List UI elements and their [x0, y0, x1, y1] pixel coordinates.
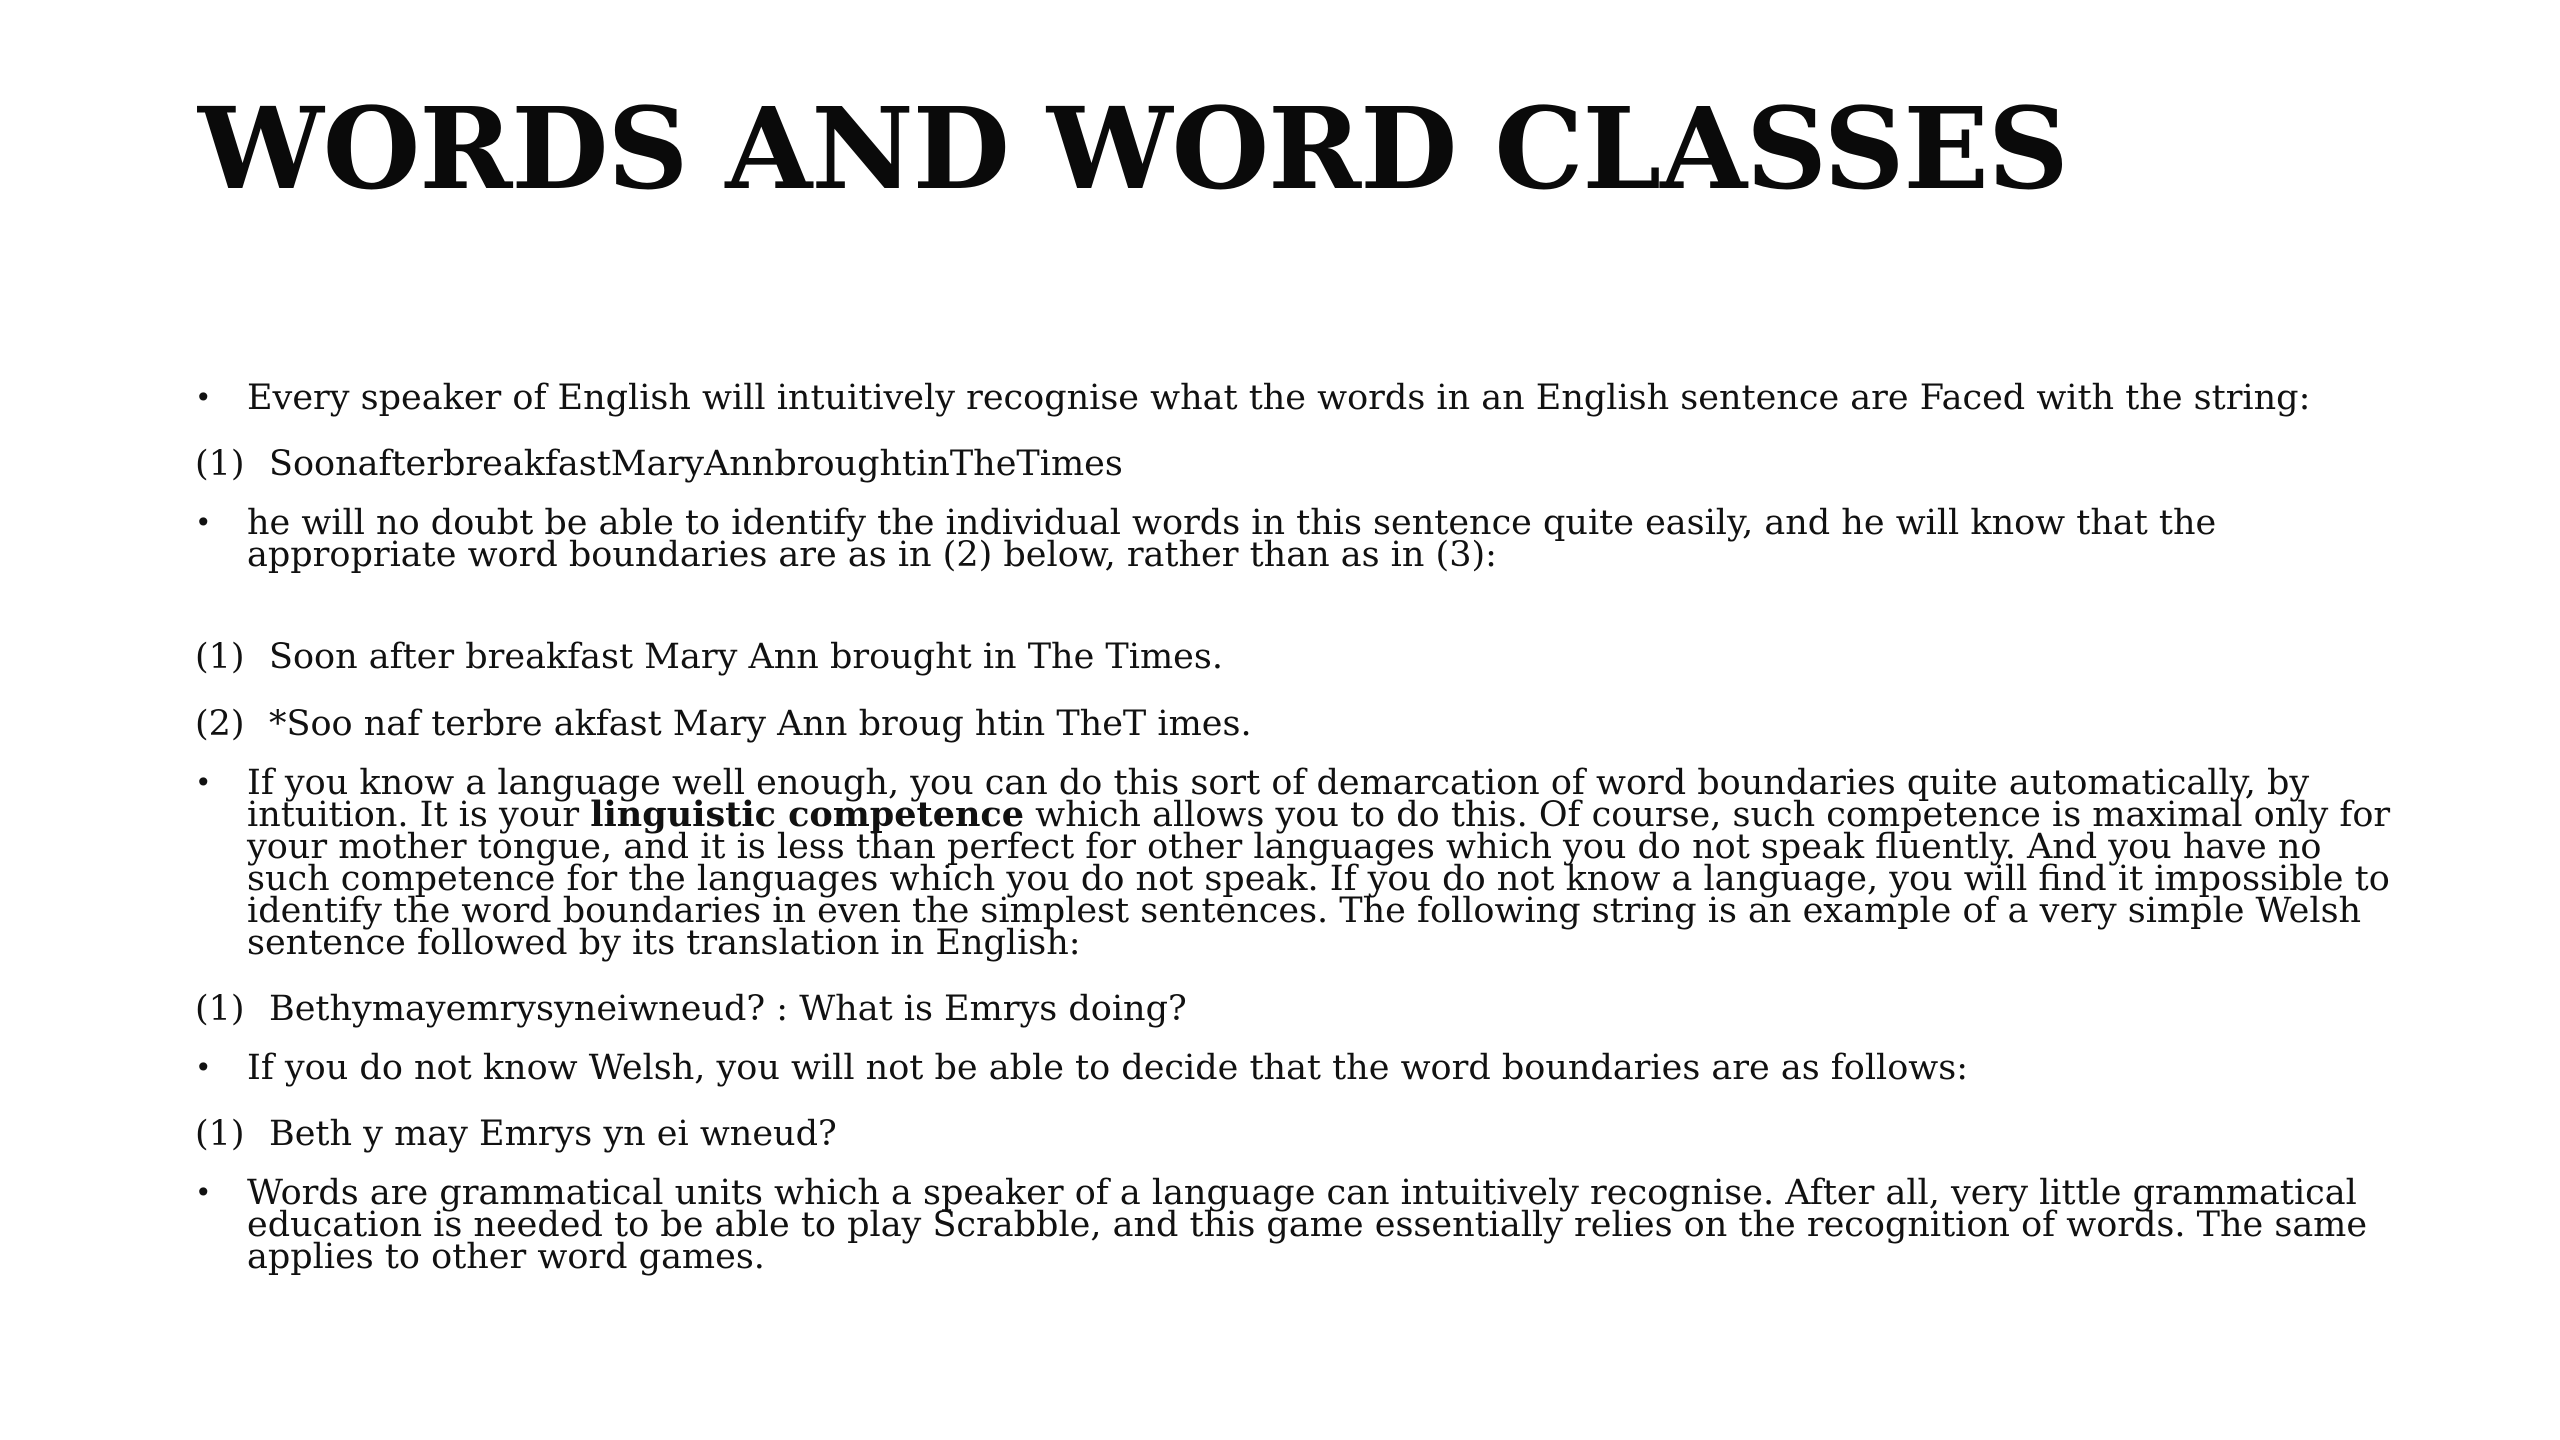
slide-content	[195, 378, 2402, 1277]
example-number: (1)	[195, 989, 245, 1029]
example-text: Beth y may Emrys yn ei wneud?	[269, 1114, 837, 1154]
numbered-item-1	[195, 444, 2395, 484]
bullet-text: Words are grammatical units which a speaker of a language can intuitively recognise. After all, very little grammatical education is needed to be able to play Scrabble, and this game essentially relies on the recognition of words. The same applies to other word games.	[247, 1173, 2379, 1277]
example-text: Bethymayemrysyneiwneud? : What is Emrys doing?	[269, 989, 1187, 1029]
bullet-item-4	[195, 1048, 2395, 1088]
example-number: (1)	[195, 444, 245, 484]
bullet-item-2	[195, 503, 2395, 575]
bullet-marker: •	[195, 381, 212, 414]
numbered-item-3	[195, 704, 2395, 744]
bullet-item-5	[195, 1173, 2395, 1277]
bullet-marker: •	[195, 1051, 212, 1084]
slide-title: WORDS AND WORD CLASSES	[198, 84, 2068, 215]
bullet-text-after: which allows you to do this. Of course, such competence is maximal only for your mother tongue, and it is less than perfect for other languages which you do not speak fluently. And you have no such competence for the languages which you do not speak. If you do not know a language, you will find it impossible to identify the word boundaries in even the simplest sentences. The following string is an example of a very simple Welsh sentence followed by its translation in English:	[247, 795, 2402, 963]
bullet-text: he will no doubt be able to identify the individual words in this sentence quite easily, and he will know that the appropriate word boundaries are as in (2) below, rather than as in (3):	[247, 503, 2228, 575]
bullet-item-1	[195, 378, 2395, 418]
example-number: (1)	[195, 1114, 245, 1154]
example-number: (2)	[195, 704, 245, 744]
example-text: SoonafterbreakfastMaryAnnbroughtinTheTimes	[269, 444, 1123, 484]
bullet-text: Every speaker of English will intuitively recognise what the words in an English sentence are Faced with the string:	[247, 378, 2311, 418]
bullet-text: If you do not know Welsh, you will not be able to decide that the word boundaries are as follows:	[247, 1048, 1968, 1088]
example-number: (1)	[195, 637, 245, 677]
bullet-marker: •	[195, 766, 212, 799]
bullet-marker: •	[195, 506, 212, 539]
bullet-text	[247, 763, 2401, 963]
numbered-item-2	[195, 637, 2395, 677]
linguistic-competence-term: linguistic competence	[590, 794, 1025, 835]
example-text: Soon after breakfast Mary Ann brought in The Times.	[269, 637, 1223, 677]
bullet-marker: •	[195, 1176, 212, 1209]
bullet-item-3	[195, 763, 2402, 963]
numbered-item-5	[195, 1114, 2395, 1154]
numbered-item-4	[195, 989, 2395, 1029]
bullet-text-before: If you know a language well enough, you can do this sort of demarcation of word boundaries quite automatically, by intuition. It is your	[247, 763, 2321, 835]
example-text: *Soo naf terbre akfast Mary Ann broug htin TheT imes.	[269, 704, 1252, 744]
